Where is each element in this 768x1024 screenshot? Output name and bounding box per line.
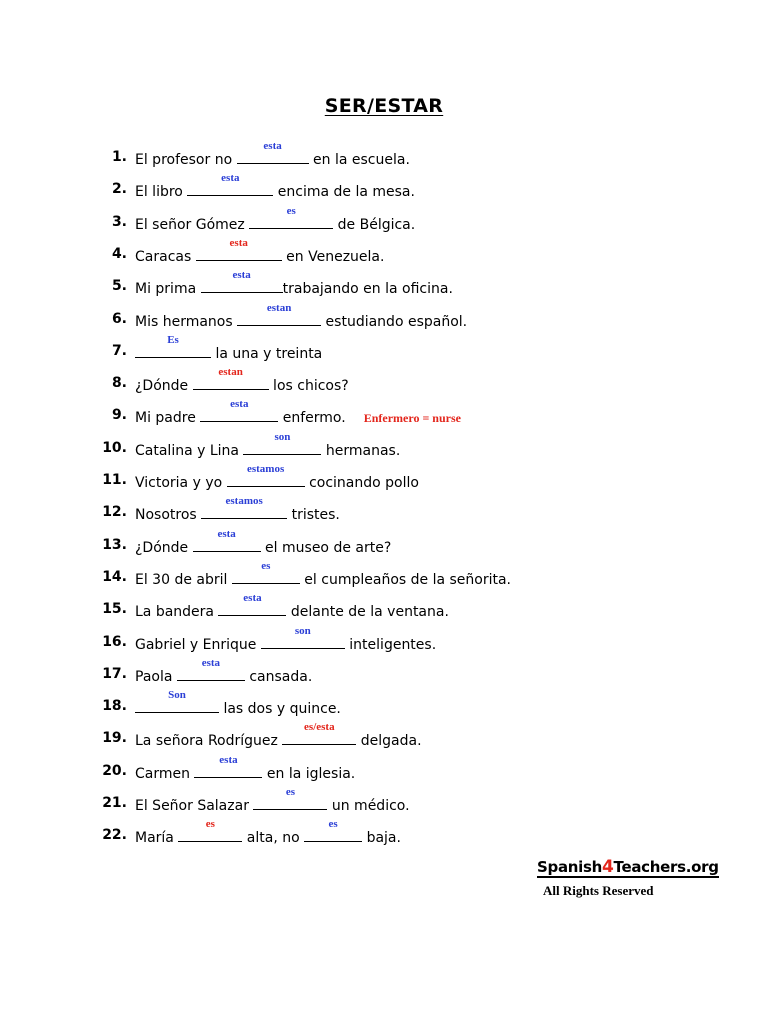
sentence-end: cansada. [244, 668, 313, 685]
answer-blank[interactable] [232, 559, 300, 584]
exercise-number: 10. [102, 439, 127, 456]
exercise-number: 14. [102, 568, 127, 585]
answer-blank[interactable] [135, 333, 211, 358]
answer-text: estamos [225, 495, 263, 508]
exercise-sentence [135, 269, 453, 298]
sentence-start: ¿Dónde [135, 539, 193, 556]
teacher-note: Enfermero = nurse [363, 411, 461, 426]
exercise-sentence [135, 689, 341, 718]
exercise-number: 13. [102, 536, 127, 553]
exercise-row [0, 463, 768, 492]
exercise-number: 5. [111, 278, 127, 295]
sentence-end: estudiando español. [321, 313, 468, 330]
sentence-start: María [135, 830, 179, 847]
sentence-start: Mi padre [135, 410, 201, 427]
exercise-sentence [135, 204, 416, 233]
answer-text: es [286, 204, 296, 217]
exercise-number: 4. [111, 245, 127, 262]
exercise-number: 18. [102, 698, 127, 715]
sentence-start: El libro [135, 184, 188, 201]
answer-text: es [285, 786, 295, 798]
exercise-sentence [135, 786, 410, 814]
exercise-number: 16. [102, 633, 127, 650]
answer-text: son [294, 624, 311, 637]
sentence-end: trabajando en la oficina. [282, 281, 453, 298]
answer-text: esta [221, 172, 240, 185]
exercise-sentence [135, 559, 512, 588]
exercise-sentence [135, 333, 323, 362]
answer-text: Son [168, 689, 186, 702]
exercise-sentence [135, 656, 313, 685]
exercise-number: 22. [102, 827, 127, 844]
rights-text: All Rights Reserved [543, 883, 654, 898]
answer-blank[interactable] [218, 592, 286, 616]
exercise-number: 7. [111, 342, 127, 359]
exercise-sentence [135, 366, 349, 395]
exercise-row [0, 236, 768, 266]
sentence-end: los chicos? [268, 378, 349, 395]
sentence-end: de Bélgica. [333, 216, 416, 233]
answer-text: estan [218, 366, 243, 379]
exercise-row [0, 721, 768, 750]
answer-blank[interactable] [193, 527, 261, 552]
sentence-end: hermanas. [321, 442, 401, 459]
answer-blank[interactable] [193, 366, 269, 390]
sentence-end: un médico. [327, 798, 410, 814]
answer-blank[interactable] [201, 269, 283, 293]
sentence-start: Gabriel y Enrique [135, 636, 261, 653]
exercise-sentence [135, 592, 449, 621]
sentence-start: El profesor no [135, 152, 237, 168]
exercise-number: 2. [111, 181, 127, 198]
sentence-end: el cumpleaños de la señorita. [299, 571, 512, 588]
exercise-sentence [135, 463, 419, 491]
exercise-number: 19. [102, 730, 127, 747]
sentence-start: Mi prima [135, 281, 201, 298]
answer-blank[interactable] [196, 236, 282, 261]
sentence-start: El señor Gómez [135, 216, 250, 233]
exercise-sentence [135, 398, 461, 427]
sentence-end: en la escuela. [308, 152, 410, 168]
sentence-start: El 30 de abril [135, 571, 232, 588]
sentence-end: la una y treinta [211, 345, 323, 362]
answer-blank[interactable] [201, 495, 287, 519]
answer-text: esta [230, 398, 249, 411]
exercise-row [0, 204, 768, 234]
sentence-start: La bandera [135, 604, 219, 621]
sentence-end: inteligentes. [344, 636, 437, 653]
exercise-row [0, 559, 768, 589]
answer-text: esta [243, 592, 262, 605]
exercise-row [0, 527, 768, 557]
sentence-start: Caracas [135, 248, 196, 265]
sentence-start: Paola [135, 668, 177, 685]
answer-blank[interactable] [237, 301, 321, 326]
answer-text: es [328, 818, 338, 831]
sentence-start: El Señor Salazar [135, 798, 254, 814]
exercise-number: 21. [102, 795, 127, 811]
answer-text: esta [219, 753, 238, 766]
exercise-row [0, 753, 768, 783]
exercise-sentence [135, 430, 401, 459]
sentence-start: La señora Rodríguez [135, 733, 283, 750]
exercise-row [0, 366, 768, 395]
answer-text: es/esta [304, 721, 335, 734]
answer-text: Es [167, 333, 179, 346]
answer-blank[interactable] [187, 172, 273, 196]
exercise-number: 1. [111, 149, 127, 165]
answer-text: estan [266, 301, 292, 314]
logo-text-four: 4 [602, 857, 614, 877]
exercise-sentence [135, 624, 437, 653]
exercise-row [0, 495, 768, 524]
exercise-sentence [135, 721, 422, 750]
answer-blank[interactable] [135, 689, 219, 713]
exercise-number: 9. [111, 407, 127, 424]
exercise-row [0, 398, 768, 427]
answer-blank[interactable] [249, 204, 333, 229]
exercise-number: 15. [102, 601, 127, 618]
exercise-sentence [135, 753, 356, 782]
brand-logo [537, 858, 719, 878]
exercise-sentence [135, 301, 468, 330]
answer-text: estamos [246, 463, 285, 475]
sentence-end: alta, no [242, 830, 305, 847]
sentence-start: Catalina y Lina [135, 442, 244, 459]
sentence-end: encima de la mesa. [273, 184, 415, 201]
exercise-sentence [135, 172, 415, 201]
sentence-start: Carmen [135, 765, 195, 782]
exercise-sentence [135, 818, 401, 847]
exercise-row [0, 624, 768, 654]
exercise-number: 8. [111, 375, 127, 392]
exercise-sentence [135, 527, 392, 556]
sentence-start: Nosotros [135, 507, 202, 524]
sentence-end: delante de la ventana. [286, 604, 449, 621]
exercise-row [0, 301, 768, 331]
exercise-row [0, 656, 768, 686]
answer-text: es [261, 559, 271, 572]
answer-blank[interactable] [253, 786, 327, 810]
answer-blank[interactable] [227, 463, 305, 487]
sentence-start: Mis hermanos [135, 313, 238, 330]
worksheet-title: SER/ESTAR [324, 95, 444, 117]
answer-text: esta [229, 236, 248, 249]
logo-text-spanish: Spanish [537, 858, 602, 876]
exercise-sentence [135, 236, 385, 265]
exercise-row [0, 592, 768, 621]
answer-blank[interactable] [237, 140, 309, 164]
exercise-row [0, 172, 768, 201]
sentence-end: las dos y quince. [219, 701, 341, 718]
sentence-end: el museo de arte? [260, 539, 392, 556]
answer-text: son [274, 430, 291, 443]
answer-blank[interactable] [304, 818, 362, 842]
exercise-sentence [135, 140, 410, 168]
answer-blank[interactable] [261, 624, 345, 649]
sentence-end: cocinando pollo [304, 475, 419, 491]
answer-blank[interactable] [177, 656, 245, 681]
exercise-row [0, 140, 768, 169]
logo-text-teachers: Teachers.org [613, 858, 719, 876]
answer-blank[interactable] [282, 721, 356, 745]
answer-text: esta [232, 269, 251, 282]
answer-text: es [205, 818, 215, 831]
answer-blank[interactable] [194, 753, 262, 778]
sentence-end: tristes. [287, 507, 340, 524]
answer-blank[interactable] [178, 818, 242, 842]
exercise-row [0, 333, 768, 363]
exercise-number: 11. [102, 472, 127, 488]
exercise-row [0, 430, 768, 460]
exercise-number: 12. [102, 504, 127, 521]
sentence-end: baja. [362, 830, 401, 847]
answer-text: esta [217, 527, 236, 540]
exercise-row [0, 269, 768, 298]
exercise-row [0, 818, 768, 847]
sentence-end: en la iglesia. [262, 765, 356, 782]
sentence-end: en Venezuela. [281, 248, 385, 265]
exercise-row [0, 689, 768, 718]
exercise-number: 3. [111, 213, 127, 230]
exercise-number: 6. [111, 310, 127, 327]
answer-text: esta [201, 656, 221, 669]
exercise-sentence [135, 495, 340, 524]
answer-blank[interactable] [200, 398, 278, 422]
sentence-end: enfermo. [278, 410, 346, 427]
answer-text: esta [263, 140, 282, 152]
sentence-end: delgada. [356, 733, 422, 750]
answer-blank[interactable] [243, 430, 321, 455]
exercise-row [0, 786, 768, 815]
sentence-start: Victoria y yo [135, 475, 227, 491]
sentence-start: ¿Dónde [135, 378, 193, 395]
exercise-number: 17. [102, 665, 127, 682]
exercise-number: 20. [102, 762, 127, 779]
